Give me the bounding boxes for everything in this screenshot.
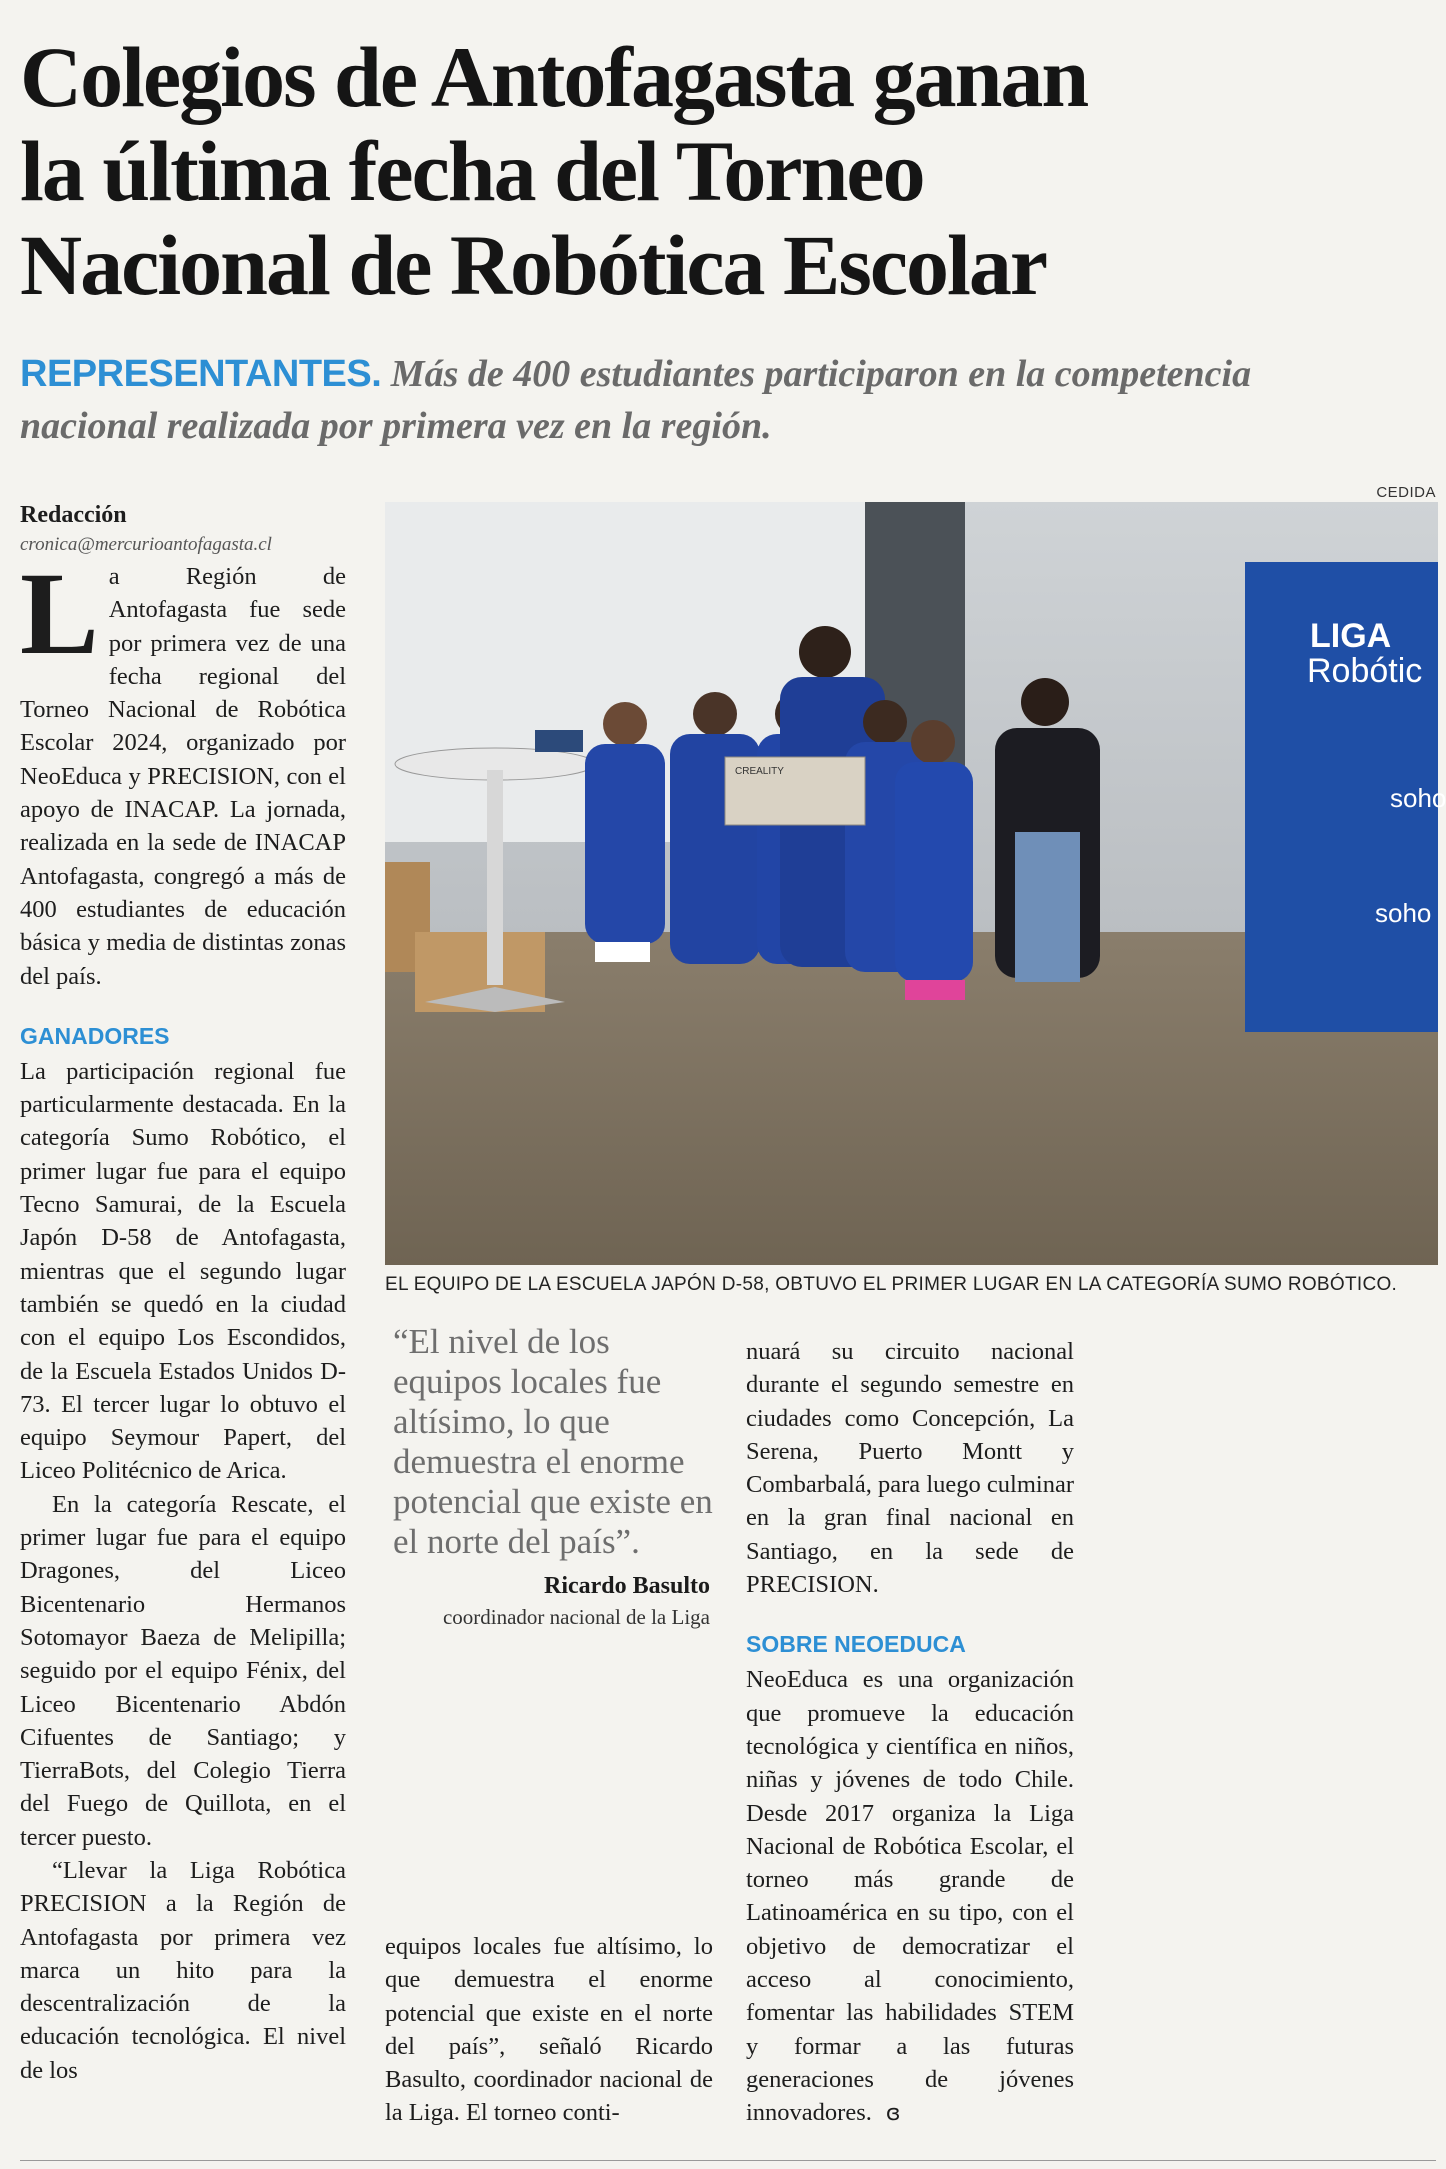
paragraph-text: NeoEduca es una organización que promueve la educación tecnológica y científica en niños, niñas y jóvenes de todo Chile. Desde 2017 organiza la Liga Nacional de Robótica Escolar, el torneo más grande de Latinoamérica en su tipo, con el objetivo de democratizar el acceso al conocimiento, fomentar las habilidades STEM y formar a las futuras generaciones de jóvenes innovadores.	[746, 1666, 1074, 2127]
pull-quote-role: coordinador nacional de la Liga	[442, 1605, 710, 1629]
deck-line-2: nacional realizada por primera vez en la región.	[20, 405, 772, 447]
paragraph: nuará su circuito nacional durante el segundo semestre en ciudades como Concepción, La Serena, Puerto Montt y Combarbalá, para luego culminar en la gran final nacional en Santiago, en la sede de PRECISION.	[746, 1338, 1074, 1599]
intro-text: a Región de Antofagasta fue sede por primera vez de una fecha regional del Torneo Nacional de Robótica Escolar 2024, organizado por NeoEduca y PRECISION, con el apoyo de INACAP. La jornada, realizada en la sede de INACAP Antofagasta, congregó a más de 400 estudiantes de educación básica y media de distintas zonas del país.	[20, 563, 346, 990]
deck-line-1: Más de 400 estudiantes participaron en la competencia	[390, 353, 1252, 395]
dropcap: L	[20, 548, 99, 679]
headline-line-3: Nacional de Robótica Escolar	[20, 217, 1047, 313]
photo-caption: EL EQUIPO DE LA ESCUELA JAPÓN D-58, OBTUVO EL PRIMER LUGAR EN LA CATEGORÍA SUMO ROBÓTICO.	[385, 1274, 1398, 1295]
banner-sponsor-2: soho	[1375, 898, 1432, 928]
intro-paragraph	[20, 548, 346, 993]
byline-email: cronica@mercurioantofagasta.cl	[20, 534, 272, 555]
paragraph	[746, 1663, 1074, 2130]
deck	[20, 348, 1420, 452]
banner-sponsor-1: soho	[1390, 783, 1446, 813]
pull-quote-author: Ricardo Basulto	[543, 1573, 710, 1599]
article-column-3	[746, 1335, 1074, 2131]
article-column-1	[20, 500, 346, 2087]
paragraph: “Llevar la Liga Robótica PRECISION a la Región de Antofagasta por primera vez marca un hito para la descentralización de la educación tecnológica. El nivel de los	[20, 1856, 346, 2084]
prize-box-label: CREALITY	[735, 766, 784, 777]
paragraph: La participación regional fue particularmente destacada. En la categoría Sumo Robótico, el primer lugar fue para el equipo Tecno Samurai, de la Escuela Japón D-58 de Antofagasta, mientras que el segundo lugar también se quedó en la ciudad con el equipo Los Escondidos, de la Escuela Estados Unidos D-73. El tercer lugar lo obtuvo el equipo Seymour Papert, del Liceo Politécnico de Arica.	[20, 1057, 346, 1485]
news-photo	[385, 502, 1446, 1265]
paragraph: En la categoría Rescate, el primer lugar fue para el equipo Dragones, del Liceo Bicentenario Hermanos Sotomayor Baeza de Melipilla; seguido por el equipo Fénix, del Liceo Bicentenario Abdón Cifuentes de Santiago; y TierraBots, del Colegio Tierra del Fuego de Quillota, en el tercer puesto.	[20, 1490, 346, 1851]
banner-text-liga: LIGA	[1310, 617, 1392, 655]
photo-illustration	[385, 502, 1446, 1265]
deck-kicker: REPRESENTANTES.	[20, 353, 382, 395]
headline-line-2: la última fecha del Torneo	[20, 123, 924, 219]
section-title-sobre-neoeduca: SOBRE NEOEDUCA	[746, 1631, 966, 1658]
byline-author: Redacción	[20, 502, 127, 528]
banner-text-robotica: Robótic	[1307, 652, 1423, 690]
pull-quote-attribution	[385, 1570, 710, 1632]
paragraph: equipos locales fue altísimo, lo que demuestra el enorme potencial que existe en el norte del país”, señaló Ricardo Basulto, coordinador nacional de la Liga. El torneo conti-	[385, 1933, 713, 2127]
table-leg	[487, 770, 503, 985]
headline	[20, 30, 1420, 312]
end-mark-icon: ɞ	[885, 2101, 901, 2127]
section-title-ganadores: GANADORES	[20, 1022, 170, 1049]
article-column-2	[385, 1930, 713, 2130]
headline-line-1: Colegios de Antofagasta ganan	[20, 29, 1088, 125]
pull-quote: “El nivel de los equipos locales fue altísimo, lo que demuestra el enorme potencial que existe en el norte del país”.	[393, 1322, 713, 1561]
photo-credit: CEDIDA	[1376, 484, 1436, 501]
trophy-box	[535, 730, 583, 752]
bottom-rule	[20, 2160, 1436, 2161]
